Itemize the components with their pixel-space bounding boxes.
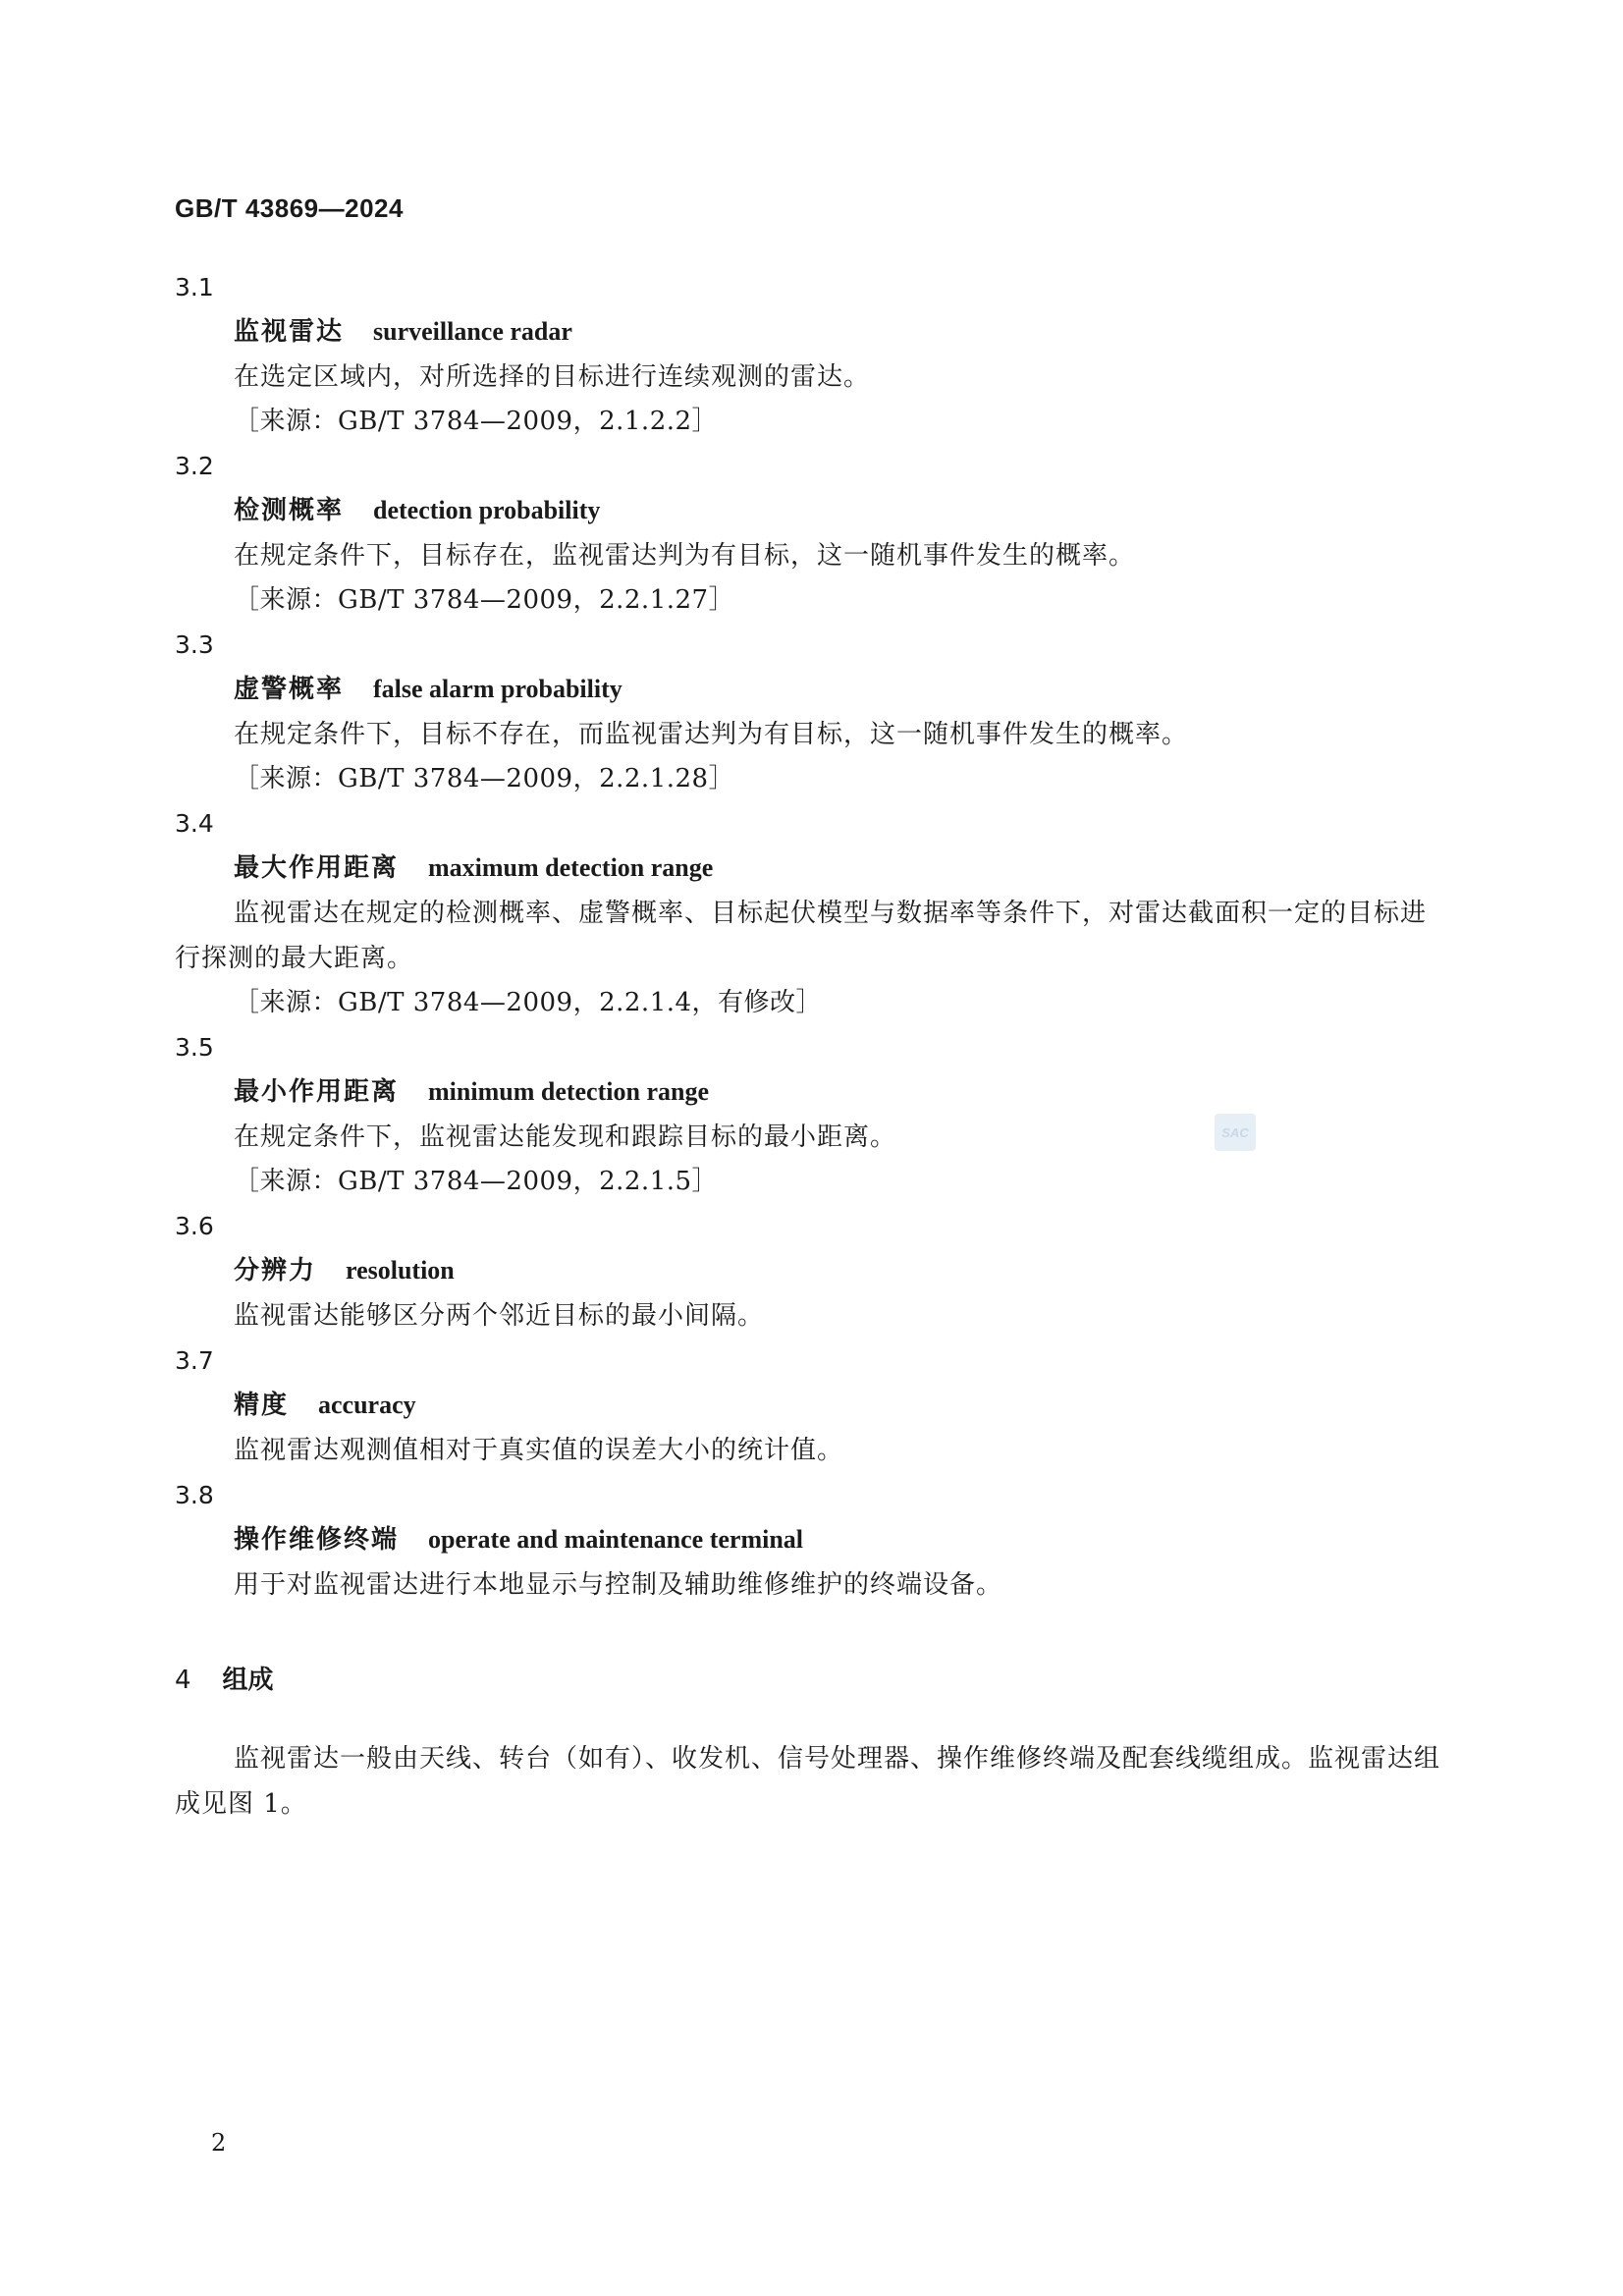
term-english: surveillance radar	[373, 317, 572, 346]
page-number: 2	[211, 2129, 227, 2157]
term-source: ［来源：GB/T 3784—2009，2.2.1.4，有修改］	[234, 988, 823, 1017]
term-chinese: 虚警概率	[234, 675, 345, 704]
term-english: minimum detection range	[428, 1077, 709, 1106]
term-chinese: 操作维修终端	[234, 1525, 400, 1555]
term-definition: 在选定区域内，对所选择的目标进行连续观测的雷达。	[234, 362, 871, 392]
term-english: false alarm probability	[373, 675, 622, 703]
term-heading	[234, 1077, 709, 1107]
term-number: 3.1	[175, 273, 214, 301]
term-chinese: 最小作用距离	[234, 1077, 400, 1107]
term-english: maximum detection range	[428, 853, 714, 882]
term-number: 3.5	[175, 1033, 214, 1062]
term-number: 3.6	[175, 1212, 214, 1240]
term-heading	[234, 675, 622, 704]
term-chinese: 检测概率	[234, 496, 345, 525]
term-number: 3.4	[175, 809, 214, 838]
term-number: 3.8	[175, 1481, 214, 1509]
section-body: 监视雷达一般由天线、转台（如有）、收发机、信号处理器、操作维修终端及配套线缆组成。监视雷达组成见图 1。	[175, 1744, 1441, 1819]
term-definition: 在规定条件下，目标不存在，而监视雷达判为有目标，这一随机事件发生的概率。	[234, 720, 1189, 749]
term-chinese: 分辨力	[234, 1256, 317, 1285]
term-english: accuracy	[318, 1391, 416, 1419]
term-chinese: 精度	[234, 1391, 290, 1420]
term-heading	[234, 1256, 455, 1285]
document-id: GB/T 43869—2024	[175, 193, 404, 223]
term-heading	[234, 853, 713, 883]
term-english: resolution	[346, 1256, 455, 1285]
section-heading	[175, 1660, 274, 1696]
term-definition: 监视雷达观测值相对于真实值的误差大小的统计值。	[234, 1436, 844, 1465]
term-heading	[234, 1391, 416, 1420]
term-heading	[234, 496, 600, 525]
term-number: 3.2	[175, 452, 214, 480]
term-chinese: 监视雷达	[234, 317, 345, 347]
term-number: 3.7	[175, 1346, 214, 1375]
term-definition: 监视雷达在规定的检测概率、虚警概率、目标起伏模型与数据率等条件下，对雷达截面积一定的目标进行探测的最大距离。	[175, 899, 1428, 973]
term-heading	[234, 317, 572, 347]
term-source: ［来源：GB/T 3784—2009，2.2.1.27］	[234, 585, 735, 615]
sac-watermark-logo: SAC	[1215, 1114, 1256, 1151]
term-english: detection probability	[373, 496, 601, 524]
term-source: ［来源：GB/T 3784—2009，2.1.2.2］	[234, 407, 719, 436]
section-title: 组成	[222, 1666, 274, 1695]
term-definition: 用于对监视雷达进行本地显示与控制及辅助维修维护的终端设备。	[234, 1570, 1003, 1600]
term-heading	[234, 1525, 803, 1555]
term-chinese: 最大作用距离	[234, 853, 400, 883]
term-definition: 在规定条件下，监视雷达能发现和跟踪目标的最小距离。	[234, 1122, 897, 1152]
term-definition: 在规定条件下，目标存在，监视雷达判为有目标，这一随机事件发生的概率。	[234, 541, 1136, 571]
section-number: 4	[175, 1666, 191, 1695]
term-source: ［来源：GB/T 3784—2009，2.2.1.5］	[234, 1167, 719, 1196]
term-definition: 监视雷达能够区分两个邻近目标的最小间隔。	[234, 1301, 765, 1331]
term-source: ［来源：GB/T 3784—2009，2.2.1.28］	[234, 764, 735, 793]
term-english: operate and maintenance terminal	[428, 1525, 804, 1554]
term-number: 3.3	[175, 630, 214, 659]
